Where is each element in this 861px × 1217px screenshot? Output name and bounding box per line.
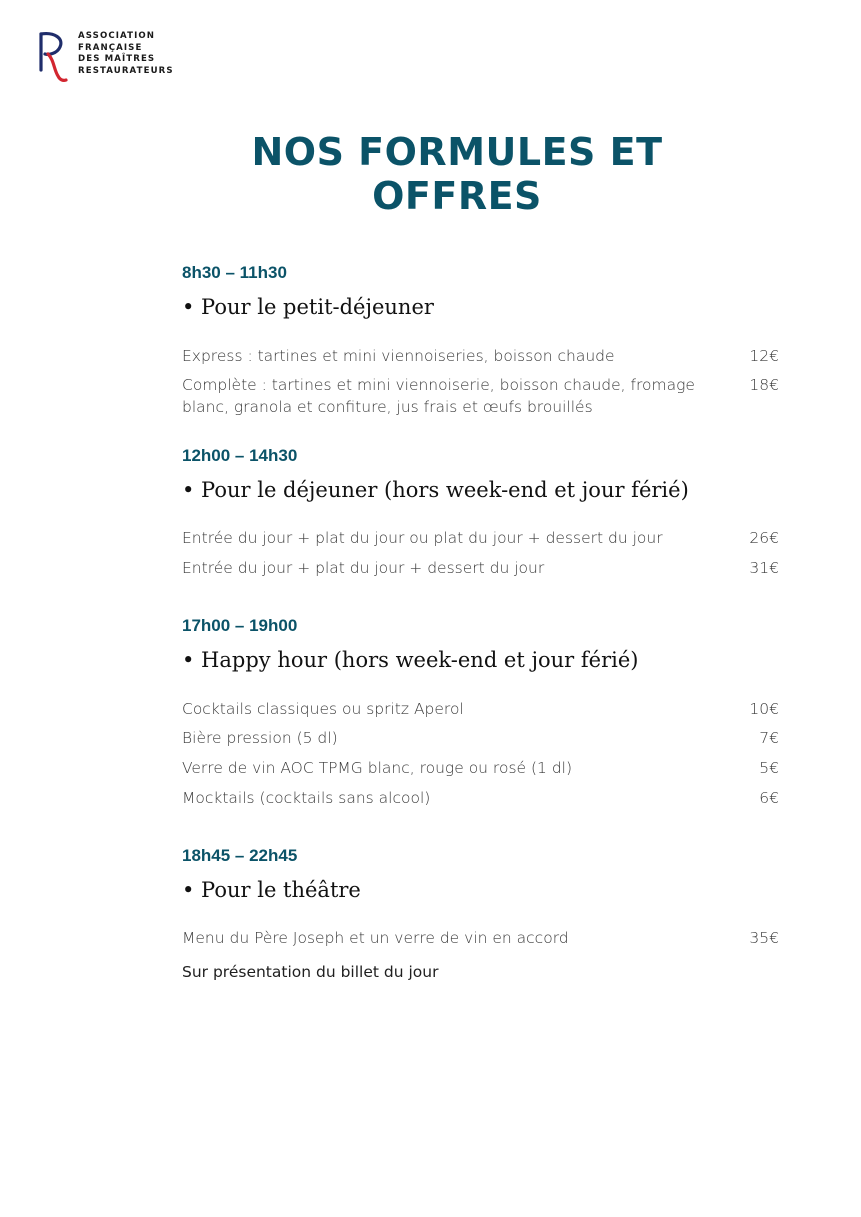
menu-item-label: Entrée du jour + plat du jour ou plat du jour + dessert du jour [182, 529, 663, 547]
association-name-line: FRANÇAISE [78, 42, 143, 53]
page-title [0, 130, 861, 218]
section-time: 12h00 – 14h30 [182, 446, 298, 465]
lunch-section [182, 446, 782, 577]
menu-item-price: 10€ [749, 700, 779, 718]
menu-item-price: 35€ [749, 929, 779, 947]
menu-item [182, 927, 782, 949]
menu-item-label: Mocktails (cocktails sans alcool) [182, 789, 431, 807]
association-name-line: ASSOCIATION [78, 31, 156, 41]
menu-item-label: Express : tartines et mini viennoiseries, boisson chaude [182, 347, 615, 365]
breakfast-section [182, 263, 782, 416]
menu-item [182, 557, 782, 579]
menu-item [182, 757, 782, 779]
section-heading: • Pour le petit-déjeuner [182, 295, 434, 319]
menu-item [182, 787, 782, 809]
association-name [78, 30, 174, 77]
menu-item [182, 527, 782, 549]
menu-item [182, 727, 782, 749]
section-heading: • Pour le théâtre [182, 878, 361, 902]
section-note: Sur présentation du billet du jour [182, 963, 439, 981]
menu-item-price: 6€ [759, 789, 779, 807]
section-heading: • Pour le déjeuner (hors week-end et jour férié) [182, 478, 689, 502]
menu-item-label: Verre de vin AOC TPMG blanc, rouge ou rosé (1 dl) [182, 759, 573, 777]
menu-item [182, 374, 782, 418]
menu-item-price: 31€ [749, 559, 779, 577]
menu-item [182, 345, 782, 367]
menu-item-label: Entrée du jour + plat du jour + dessert du jour [182, 559, 545, 577]
menu-item-label: Cocktails classiques ou spritz Aperol [182, 700, 464, 718]
menu-item-price: 12€ [749, 347, 779, 365]
section-time: 18h45 – 22h45 [182, 846, 298, 865]
page-title-line: NOS FORMULES ET [251, 130, 663, 174]
maitres-restaurateurs-r-icon [36, 30, 70, 84]
menu-item-label: Menu du Père Joseph et un verre de vin en accord [182, 929, 569, 947]
association-name-line: RESTAURATEURS [78, 65, 174, 76]
menu-item-price: 7€ [759, 729, 779, 747]
section-time: 17h00 – 19h00 [182, 616, 298, 635]
association-logo [36, 30, 174, 84]
association-name-line: DES MAÎTRES [78, 54, 156, 64]
page-title-line: OFFRES [372, 174, 542, 218]
menu-item-label: Bière pression (5 dl) [182, 729, 338, 747]
happy-hour-section [182, 616, 782, 807]
menu-item-label: Complète : tartines et mini viennoiserie, boisson chaude, fromage blanc, granola et confiture, jus frais et œufs brouillés [182, 376, 695, 416]
menu-item-price: 26€ [749, 529, 779, 547]
menu-item-price: 18€ [749, 376, 779, 394]
theatre-section [182, 846, 782, 981]
menu-item-price: 5€ [759, 759, 779, 777]
menu-item [182, 698, 782, 720]
section-time: 8h30 – 11h30 [182, 263, 287, 282]
section-heading: • Happy hour (hors week-end et jour férié) [182, 648, 639, 672]
